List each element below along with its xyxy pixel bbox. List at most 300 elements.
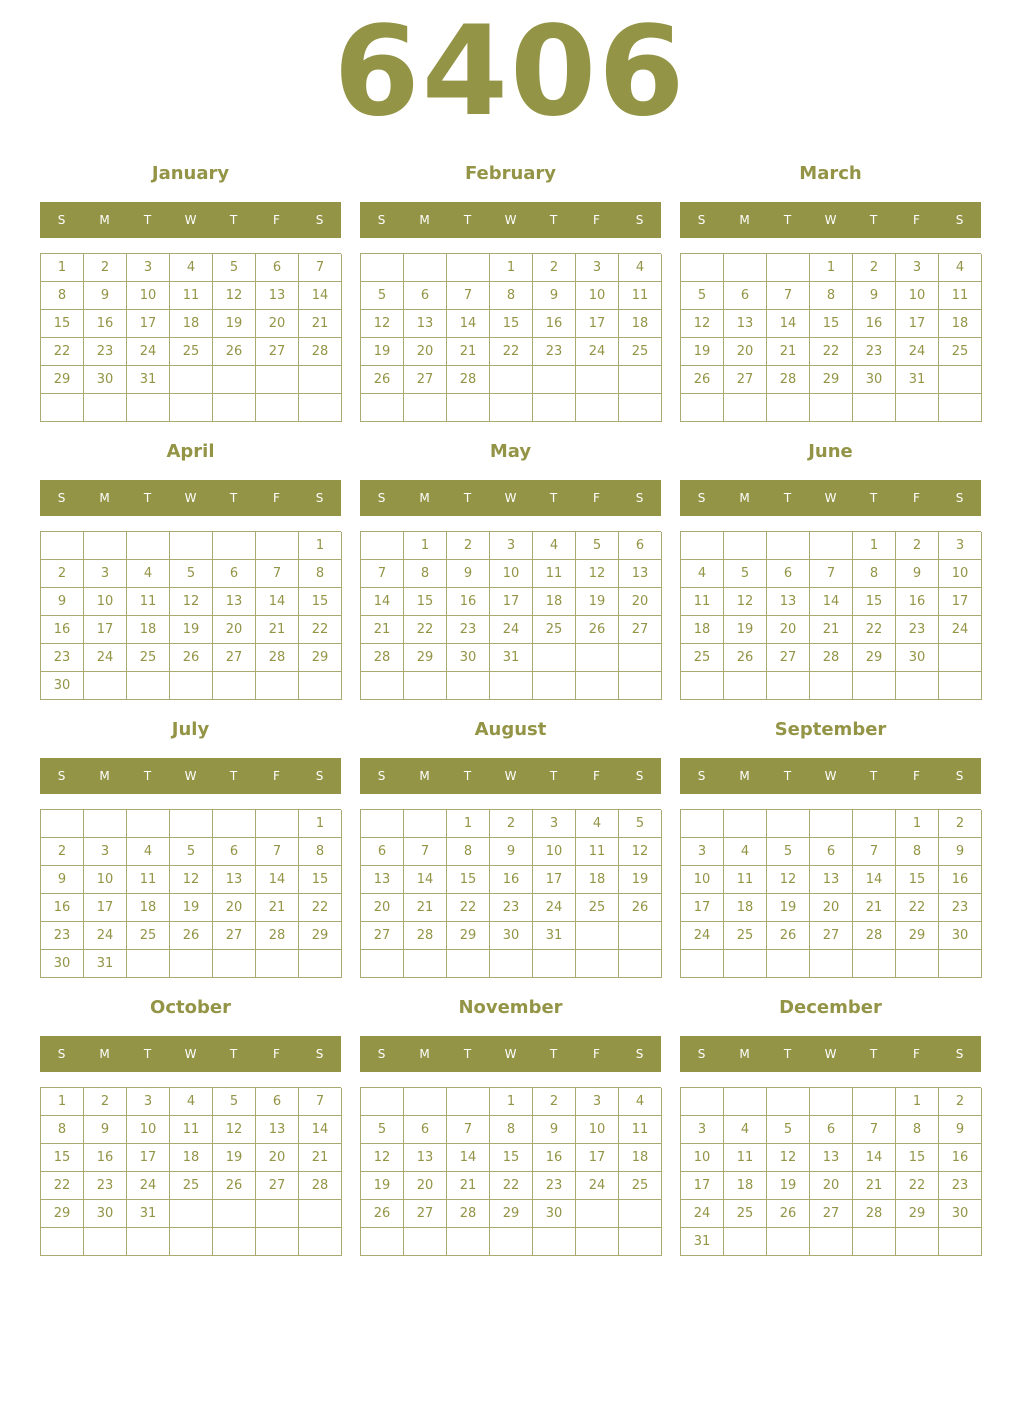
empty-cell — [853, 950, 896, 978]
day-cell: 7 — [447, 282, 490, 310]
empty-cell — [404, 254, 447, 282]
empty-cell — [404, 394, 447, 422]
weekday-label: T — [143, 491, 152, 505]
empty-cell — [576, 366, 619, 394]
empty-cell — [576, 922, 619, 950]
weekday-label: W — [824, 213, 837, 227]
day-cell: 23 — [939, 894, 982, 922]
day-cell: 22 — [299, 616, 342, 644]
empty-cell — [810, 950, 853, 978]
day-cell: 9 — [447, 560, 490, 588]
empty-cell — [939, 366, 982, 394]
day-cell: 4 — [576, 810, 619, 838]
empty-cell — [361, 1088, 404, 1116]
day-cell: 8 — [490, 1116, 533, 1144]
day-cell: 11 — [170, 1116, 213, 1144]
day-cell: 31 — [127, 366, 170, 394]
day-cell: 23 — [84, 338, 127, 366]
empty-cell — [619, 1228, 662, 1256]
day-cell: 10 — [576, 282, 619, 310]
empty-cell — [41, 394, 84, 422]
day-cell: 4 — [681, 560, 724, 588]
day-cell: 28 — [853, 922, 896, 950]
day-cell: 9 — [84, 1116, 127, 1144]
day-cell: 23 — [533, 1172, 576, 1200]
weekday-label: T — [783, 213, 792, 227]
day-cell: 15 — [490, 1144, 533, 1172]
day-cell: 30 — [490, 922, 533, 950]
weekday-label: W — [824, 1047, 837, 1061]
empty-cell — [681, 1088, 724, 1116]
day-cell: 1 — [853, 532, 896, 560]
weekday-label: S — [315, 1047, 324, 1061]
day-cell: 20 — [767, 616, 810, 644]
empty-cell — [41, 532, 84, 560]
weekday-label: M — [739, 491, 750, 505]
day-cell: 17 — [896, 310, 939, 338]
day-cell: 9 — [939, 838, 982, 866]
day-cell: 7 — [767, 282, 810, 310]
day-cell: 15 — [447, 866, 490, 894]
day-cell: 29 — [896, 1200, 939, 1228]
day-cell: 16 — [533, 1144, 576, 1172]
day-cell: 24 — [896, 338, 939, 366]
empty-cell — [299, 394, 342, 422]
day-cell: 2 — [447, 532, 490, 560]
day-cell: 23 — [447, 616, 490, 644]
day-cell: 11 — [533, 560, 576, 588]
day-cell: 6 — [256, 254, 299, 282]
day-cell: 26 — [213, 338, 256, 366]
empty-cell — [490, 366, 533, 394]
weekday-header — [360, 758, 661, 794]
day-cell: 6 — [810, 1116, 853, 1144]
weekday-label: S — [697, 491, 706, 505]
day-cell: 2 — [41, 838, 84, 866]
day-cell: 25 — [170, 338, 213, 366]
month-name: March — [799, 163, 862, 184]
day-cell: 31 — [84, 950, 127, 978]
day-cell: 10 — [84, 588, 127, 616]
empty-cell — [299, 1228, 342, 1256]
empty-cell — [853, 1088, 896, 1116]
day-cell: 20 — [810, 894, 853, 922]
day-cell: 6 — [213, 838, 256, 866]
weekday-label: S — [635, 213, 644, 227]
day-cell: 14 — [447, 1144, 490, 1172]
weekday-header — [680, 1036, 981, 1072]
day-cell: 17 — [576, 310, 619, 338]
day-cell: 8 — [41, 282, 84, 310]
weekday-header — [40, 480, 341, 516]
day-grid — [680, 1087, 981, 1256]
weekday-label: M — [99, 1047, 110, 1061]
day-cell: 7 — [299, 254, 342, 282]
weekday-label: W — [824, 769, 837, 783]
weekday-label: S — [635, 491, 644, 505]
day-cell: 22 — [41, 1172, 84, 1200]
day-cell: 10 — [84, 866, 127, 894]
day-cell: 13 — [724, 310, 767, 338]
empty-cell — [533, 950, 576, 978]
empty-cell — [681, 254, 724, 282]
empty-cell — [853, 1228, 896, 1256]
day-cell: 24 — [127, 338, 170, 366]
empty-cell — [361, 1228, 404, 1256]
day-cell: 23 — [41, 644, 84, 672]
weekday-label: M — [99, 769, 110, 783]
day-cell: 9 — [533, 1116, 576, 1144]
day-cell: 14 — [404, 866, 447, 894]
weekday-label: S — [57, 491, 66, 505]
day-cell: 30 — [853, 366, 896, 394]
empty-cell — [939, 672, 982, 700]
day-cell: 13 — [404, 310, 447, 338]
empty-cell — [84, 810, 127, 838]
day-cell: 16 — [84, 310, 127, 338]
weekday-label: T — [783, 769, 792, 783]
day-cell: 28 — [256, 644, 299, 672]
day-cell: 10 — [576, 1116, 619, 1144]
day-cell: 10 — [127, 282, 170, 310]
empty-cell — [213, 366, 256, 394]
weekday-label: T — [143, 1047, 152, 1061]
weekday-label: T — [229, 1047, 238, 1061]
weekday-label: M — [739, 213, 750, 227]
empty-cell — [447, 672, 490, 700]
empty-cell — [170, 366, 213, 394]
day-cell: 22 — [490, 338, 533, 366]
day-cell: 10 — [533, 838, 576, 866]
day-cell: 3 — [939, 532, 982, 560]
day-cell: 20 — [256, 1144, 299, 1172]
day-cell: 18 — [619, 310, 662, 338]
empty-cell — [681, 672, 724, 700]
day-cell: 20 — [404, 338, 447, 366]
day-cell: 20 — [810, 1172, 853, 1200]
day-cell: 6 — [619, 532, 662, 560]
day-cell: 18 — [939, 310, 982, 338]
empty-cell — [256, 366, 299, 394]
weekday-label: W — [824, 491, 837, 505]
day-cell: 19 — [619, 866, 662, 894]
day-cell: 5 — [576, 532, 619, 560]
weekday-label: T — [229, 769, 238, 783]
day-cell: 28 — [404, 922, 447, 950]
weekday-label: F — [913, 491, 920, 505]
day-cell: 8 — [299, 560, 342, 588]
empty-cell — [170, 672, 213, 700]
day-cell: 20 — [213, 616, 256, 644]
weekday-label: T — [783, 491, 792, 505]
empty-cell — [767, 1228, 810, 1256]
day-cell: 19 — [170, 616, 213, 644]
day-cell: 10 — [939, 560, 982, 588]
weekday-label: S — [315, 491, 324, 505]
weekday-label: F — [593, 769, 600, 783]
empty-cell — [84, 672, 127, 700]
day-cell: 6 — [404, 282, 447, 310]
day-cell: 26 — [619, 894, 662, 922]
day-cell: 2 — [533, 254, 576, 282]
day-cell: 2 — [896, 532, 939, 560]
month-name: May — [489, 441, 532, 462]
month-name: October — [150, 997, 231, 1018]
day-grid — [40, 531, 341, 700]
day-cell: 18 — [127, 894, 170, 922]
day-cell: 13 — [256, 282, 299, 310]
day-cell: 14 — [361, 588, 404, 616]
day-cell: 1 — [299, 532, 342, 560]
day-cell: 24 — [84, 922, 127, 950]
day-cell: 17 — [127, 1144, 170, 1172]
day-cell: 7 — [404, 838, 447, 866]
day-cell: 14 — [299, 1116, 342, 1144]
day-cell: 30 — [41, 672, 84, 700]
day-cell: 28 — [767, 366, 810, 394]
day-cell: 27 — [361, 922, 404, 950]
day-cell: 2 — [84, 1088, 127, 1116]
day-cell: 29 — [810, 366, 853, 394]
empty-cell — [619, 366, 662, 394]
empty-cell — [576, 394, 619, 422]
empty-cell — [767, 394, 810, 422]
weekday-label: M — [99, 213, 110, 227]
day-cell: 11 — [619, 282, 662, 310]
day-grid — [360, 1087, 661, 1256]
weekday-label: F — [593, 1047, 600, 1061]
empty-cell — [576, 644, 619, 672]
day-cell: 21 — [853, 894, 896, 922]
empty-cell — [810, 1228, 853, 1256]
day-cell: 24 — [576, 1172, 619, 1200]
day-cell: 18 — [533, 588, 576, 616]
day-cell: 19 — [170, 894, 213, 922]
weekday-label: S — [955, 1047, 964, 1061]
weekday-header — [680, 202, 981, 238]
empty-cell — [84, 532, 127, 560]
empty-cell — [810, 532, 853, 560]
day-cell: 4 — [170, 1088, 213, 1116]
day-cell: 26 — [767, 1200, 810, 1228]
weekday-label: M — [419, 769, 430, 783]
empty-cell — [127, 810, 170, 838]
empty-cell — [299, 672, 342, 700]
empty-cell — [724, 810, 767, 838]
day-cell: 22 — [896, 894, 939, 922]
day-cell: 29 — [41, 1200, 84, 1228]
day-cell: 23 — [490, 894, 533, 922]
day-cell: 22 — [299, 894, 342, 922]
day-cell: 28 — [361, 644, 404, 672]
day-cell: 26 — [681, 366, 724, 394]
weekday-label: S — [697, 769, 706, 783]
day-cell: 15 — [490, 310, 533, 338]
empty-cell — [681, 532, 724, 560]
day-cell: 19 — [361, 338, 404, 366]
empty-cell — [533, 366, 576, 394]
weekday-label: W — [184, 213, 197, 227]
day-cell: 11 — [170, 282, 213, 310]
weekday-label: T — [143, 213, 152, 227]
day-cell: 10 — [490, 560, 533, 588]
day-cell: 19 — [576, 588, 619, 616]
weekday-label: W — [504, 491, 517, 505]
weekday-label: F — [273, 769, 280, 783]
weekday-header — [680, 480, 981, 516]
day-cell: 4 — [619, 254, 662, 282]
day-cell: 14 — [810, 588, 853, 616]
weekday-header — [680, 758, 981, 794]
day-cell: 7 — [256, 838, 299, 866]
day-cell: 28 — [810, 644, 853, 672]
empty-cell — [361, 532, 404, 560]
day-cell: 6 — [256, 1088, 299, 1116]
day-cell: 2 — [490, 810, 533, 838]
empty-cell — [256, 1200, 299, 1228]
day-cell: 25 — [724, 922, 767, 950]
day-cell: 3 — [127, 254, 170, 282]
day-cell: 8 — [490, 282, 533, 310]
day-cell: 3 — [490, 532, 533, 560]
day-cell: 8 — [896, 1116, 939, 1144]
weekday-label: S — [955, 491, 964, 505]
day-cell: 16 — [939, 1144, 982, 1172]
day-cell: 17 — [576, 1144, 619, 1172]
day-cell: 13 — [213, 866, 256, 894]
day-grid — [360, 809, 661, 978]
day-cell: 21 — [853, 1172, 896, 1200]
day-cell: 28 — [447, 1200, 490, 1228]
day-cell: 25 — [681, 644, 724, 672]
day-cell: 27 — [619, 616, 662, 644]
weekday-label: T — [229, 491, 238, 505]
day-cell: 4 — [724, 838, 767, 866]
day-grid — [360, 253, 661, 422]
month-name: December — [779, 997, 882, 1018]
day-cell: 29 — [404, 644, 447, 672]
day-cell: 15 — [299, 588, 342, 616]
day-cell: 23 — [84, 1172, 127, 1200]
day-cell: 30 — [939, 922, 982, 950]
day-cell: 25 — [170, 1172, 213, 1200]
weekday-label: S — [57, 769, 66, 783]
empty-cell — [939, 950, 982, 978]
day-cell: 24 — [939, 616, 982, 644]
day-cell: 8 — [447, 838, 490, 866]
weekday-label: S — [315, 769, 324, 783]
day-cell: 20 — [404, 1172, 447, 1200]
day-cell: 17 — [490, 588, 533, 616]
day-cell: 15 — [896, 1144, 939, 1172]
empty-cell — [724, 532, 767, 560]
empty-cell — [404, 950, 447, 978]
day-cell: 30 — [84, 1200, 127, 1228]
weekday-label: S — [955, 769, 964, 783]
day-cell: 26 — [361, 1200, 404, 1228]
day-cell: 11 — [127, 866, 170, 894]
day-cell: 13 — [361, 866, 404, 894]
day-cell: 18 — [170, 310, 213, 338]
weekday-label: T — [549, 491, 558, 505]
day-grid — [40, 1087, 341, 1256]
weekday-label: M — [739, 1047, 750, 1061]
day-cell: 18 — [127, 616, 170, 644]
empty-cell — [84, 394, 127, 422]
weekday-label: T — [463, 769, 472, 783]
day-cell: 18 — [724, 1172, 767, 1200]
empty-cell — [361, 394, 404, 422]
empty-cell — [619, 394, 662, 422]
empty-cell — [767, 1088, 810, 1116]
empty-cell — [256, 672, 299, 700]
day-cell: 5 — [767, 1116, 810, 1144]
day-cell: 15 — [299, 866, 342, 894]
empty-cell — [213, 394, 256, 422]
empty-cell — [299, 366, 342, 394]
weekday-label: M — [419, 1047, 430, 1061]
weekday-label: S — [635, 1047, 644, 1061]
day-cell: 8 — [299, 838, 342, 866]
month-name: September — [774, 719, 887, 740]
weekday-label: T — [463, 1047, 472, 1061]
empty-cell — [724, 950, 767, 978]
empty-cell — [490, 672, 533, 700]
empty-cell — [127, 1228, 170, 1256]
day-cell: 9 — [84, 282, 127, 310]
day-cell: 3 — [576, 254, 619, 282]
day-cell: 17 — [681, 894, 724, 922]
day-cell: 25 — [127, 644, 170, 672]
empty-cell — [213, 1228, 256, 1256]
day-cell: 10 — [896, 282, 939, 310]
day-cell: 1 — [896, 1088, 939, 1116]
day-cell: 4 — [533, 532, 576, 560]
day-cell: 17 — [681, 1172, 724, 1200]
day-cell: 2 — [41, 560, 84, 588]
empty-cell — [619, 1200, 662, 1228]
day-cell: 13 — [256, 1116, 299, 1144]
day-cell: 31 — [681, 1228, 724, 1256]
day-cell: 22 — [490, 1172, 533, 1200]
weekday-label: S — [377, 213, 386, 227]
empty-cell — [619, 644, 662, 672]
day-cell: 21 — [404, 894, 447, 922]
day-cell: 21 — [447, 1172, 490, 1200]
day-cell: 29 — [490, 1200, 533, 1228]
weekday-label: T — [869, 769, 878, 783]
day-cell: 19 — [213, 310, 256, 338]
day-cell: 9 — [533, 282, 576, 310]
weekday-label: T — [463, 491, 472, 505]
day-cell: 1 — [810, 254, 853, 282]
empty-cell — [299, 1200, 342, 1228]
empty-cell — [810, 672, 853, 700]
empty-cell — [853, 394, 896, 422]
empty-cell — [896, 672, 939, 700]
day-cell: 13 — [767, 588, 810, 616]
empty-cell — [681, 950, 724, 978]
day-cell: 9 — [41, 588, 84, 616]
empty-cell — [404, 810, 447, 838]
day-cell: 12 — [576, 560, 619, 588]
day-grid — [680, 531, 981, 700]
empty-cell — [447, 1088, 490, 1116]
empty-cell — [853, 672, 896, 700]
day-cell: 14 — [767, 310, 810, 338]
day-cell: 26 — [576, 616, 619, 644]
day-cell: 8 — [404, 560, 447, 588]
